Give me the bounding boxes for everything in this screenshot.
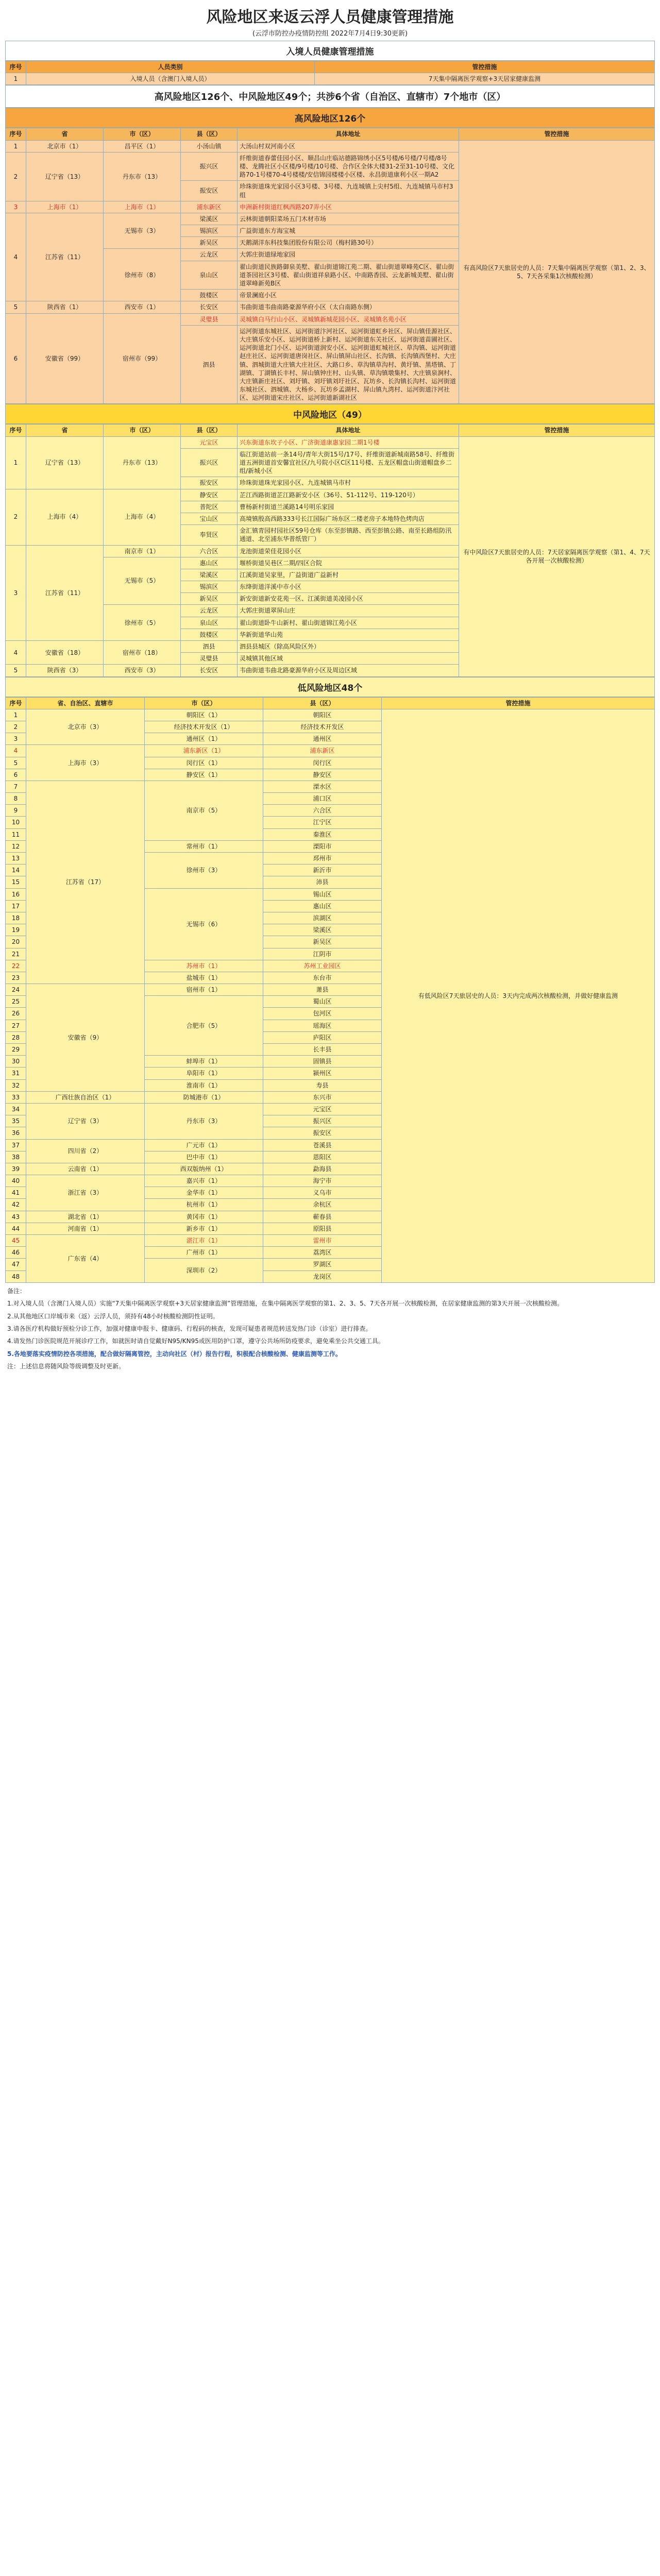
county-cell: 灵璧县 <box>181 313 238 325</box>
county-cell: 云龙区 <box>181 249 238 261</box>
county-cell: 泗县 <box>181 641 238 653</box>
medium-risk-title: 中风险地区（49） <box>5 404 655 424</box>
low-header-measure: 管控措施 <box>382 697 655 709</box>
high-header-county: 县（区） <box>181 128 238 140</box>
address-cell: 东绛街道洋溪中市小区 <box>238 581 459 593</box>
row-number: 14 <box>6 865 26 876</box>
city-cell: 通州区（1） <box>145 733 263 745</box>
row-number: 25 <box>6 996 26 1008</box>
medium-header-measure: 管控措施 <box>459 425 655 436</box>
county-cell: 锡山区 <box>263 888 382 900</box>
county-cell: 朝阳区 <box>263 709 382 721</box>
entry-header-row <box>6 61 655 73</box>
row-number: 4 <box>6 213 26 301</box>
city-cell: 无锡市（3） <box>104 213 181 249</box>
notes-label: 备注： <box>7 1287 26 1295</box>
row-number: 43 <box>6 1211 26 1223</box>
city-cell: 常州市（1） <box>145 840 263 852</box>
row-number: 5 <box>6 757 26 769</box>
city-cell: 合肥市（5） <box>145 996 263 1056</box>
province-cell: 广西壮族自治区（1） <box>26 1091 145 1103</box>
row-number: 10 <box>6 817 26 828</box>
low-risk-title: 低风险地区48个 <box>5 677 655 697</box>
county-cell: 奉贤区 <box>181 525 238 545</box>
city-cell: 新乡市（1） <box>145 1223 263 1234</box>
county-cell: 新吴区 <box>181 237 238 249</box>
row-number: 29 <box>6 1044 26 1056</box>
entry-no: 1 <box>6 73 26 85</box>
notes-list <box>7 1298 653 1371</box>
county-cell: 泉山区 <box>181 617 238 629</box>
address-cell: 灵城镇白马行山小区、灵城镇新城花园小区、灵城镇名苑小区 <box>238 313 459 325</box>
city-cell: 西安市（3） <box>104 665 181 676</box>
county-cell: 云龙区 <box>181 605 238 617</box>
page-subtitle: (云浮市防控办疫情防控组 2022年7月4日9:30更新) <box>252 30 408 38</box>
address-cell: 灵城镇其他区域 <box>238 653 459 665</box>
high-header-no: 序号 <box>6 128 26 140</box>
county-cell: 瑶海区 <box>263 1020 382 1031</box>
high-risk-table <box>5 128 655 404</box>
county-cell: 新吴区 <box>181 593 238 605</box>
low-risk-table <box>5 697 655 1283</box>
address-cell: 泗县县城区（除高风险区外） <box>238 641 459 653</box>
row-number: 28 <box>6 1031 26 1043</box>
city-cell: 淮南市（1） <box>145 1079 263 1091</box>
county-cell: 梁溪区 <box>181 213 238 225</box>
province-cell: 安徽省（99） <box>26 313 104 404</box>
row-number: 23 <box>6 972 26 984</box>
note-item: 5.各地要落实疫情防控各项措施，配合做好隔离管控，主动向社区（村）报告行程，积极配合核酸检测、健康监测等工作。 <box>7 1350 342 1358</box>
row-number: 33 <box>6 1091 26 1103</box>
row-number: 5 <box>6 301 26 313</box>
county-cell: 滨湖区 <box>263 912 382 924</box>
row-number: 3 <box>6 545 26 641</box>
city-cell: 湛江市（1） <box>145 1235 263 1247</box>
address-cell: 云林街道朝阳菜场五门木材市场 <box>238 213 459 225</box>
county-cell: 长安区 <box>181 665 238 676</box>
row-number: 3 <box>6 201 26 213</box>
row-number: 8 <box>6 793 26 805</box>
county-cell: 义乌市 <box>263 1187 382 1199</box>
city-cell: 经济技术开发区（1） <box>145 721 263 733</box>
address-cell: 申洲新村街道红枫西路207弄小区 <box>238 201 459 213</box>
low-header-no: 序号 <box>6 697 26 709</box>
address-cell: 堰桥街道吴巷区二期/四区合院 <box>238 557 459 569</box>
row-number: 30 <box>6 1056 26 1067</box>
province-cell: 辽宁省（3） <box>26 1103 145 1139</box>
row-number: 40 <box>6 1175 26 1187</box>
medium-header-county: 县（区） <box>181 425 238 436</box>
row-number: 6 <box>6 313 26 404</box>
high-header-address: 具体地址 <box>238 128 459 140</box>
county-cell: 锡滨区 <box>181 225 238 237</box>
province-cell: 河南省（1） <box>26 1223 145 1234</box>
row-number: 36 <box>6 1127 26 1139</box>
row-number: 7 <box>6 781 26 792</box>
county-cell: 浦东新区 <box>181 201 238 213</box>
province-cell: 辽宁省（13） <box>26 436 104 489</box>
county-cell: 蜀山区 <box>263 996 382 1008</box>
entry-header-no: 序号 <box>6 61 26 73</box>
city-cell: 盐城市（1） <box>145 972 263 984</box>
province-cell: 北京市（3） <box>26 709 145 745</box>
county-cell: 罗湖区 <box>263 1259 382 1270</box>
county-cell: 苏州工业园区 <box>263 960 382 972</box>
county-cell: 惠山区 <box>181 557 238 569</box>
high-header-province: 省 <box>26 128 104 140</box>
city-cell: 黄冈市（1） <box>145 1211 263 1223</box>
entry-row <box>6 73 655 85</box>
city-cell: 南京市（1） <box>104 545 181 557</box>
address-cell: 新安街道新安花苑一区、江溪街道美凌园小区 <box>238 593 459 605</box>
address-cell: 江溪街道吴家里，广益街道广益新村 <box>238 569 459 581</box>
county-cell: 秦淮区 <box>263 828 382 840</box>
county-cell: 苍溪县 <box>263 1139 382 1151</box>
city-cell: 深圳市（2） <box>145 1259 263 1282</box>
city-cell: 无锡市（5） <box>104 557 181 605</box>
medium-risk-table <box>5 424 655 676</box>
row-number: 22 <box>6 960 26 972</box>
address-cell: 金汇镇青园村园社区59号仓库（东至彭镇路、西至彭镇公路、南至长路组防汛通道、北至浦东华普纸管厂） <box>238 525 459 545</box>
county-cell: 恩阳区 <box>263 1151 382 1163</box>
page <box>5 0 655 1377</box>
province-cell: 安徽省（9） <box>26 984 145 1092</box>
measure-cell: 有中风险区7天旅居史的人员：7天居家隔离医学观察（第1、4、7天各开展一次核酸检测） <box>459 436 655 676</box>
row-number: 39 <box>6 1163 26 1175</box>
county-cell: 东台市 <box>263 972 382 984</box>
address-cell: 纤维街道春蕾佳园小区、顺昌山庄临站德路锦绣小区5号楼/6号楼/7号楼/8号楼、龙腾社区小区楼/9号楼/10号楼、合作区全体大楼31-2至31-10号楼、文化路70-1号楼70-4号楼楼/安信锦园楼楼小区楼、永昌街道康利小区一期A2 <box>238 152 459 181</box>
city-cell: 丹东市（13） <box>104 436 181 489</box>
county-cell: 宝山区 <box>181 513 238 524</box>
county-cell: 庐阳区 <box>263 1031 382 1043</box>
county-cell: 龙岗区 <box>263 1270 382 1282</box>
county-cell: 鼓楼区 <box>181 629 238 640</box>
row-number: 1 <box>6 709 26 721</box>
county-cell: 江阴市 <box>263 948 382 960</box>
province-cell: 上海市（3） <box>26 745 145 781</box>
province-cell: 广东省（4） <box>26 1235 145 1283</box>
city-cell: 嘉兴市（1） <box>145 1175 263 1187</box>
address-cell: 翟山街道民族路御泉美墅、翟山街道锦江苑二期、翟山街道翠峰苑C区、翟山街道茶园社区3号楼、翟山街道祥泉路小区、中南路香园、云龙新城美墅、翟山街道翠峰新苑B区 <box>238 261 459 290</box>
high-header-measure: 管控措施 <box>459 128 655 140</box>
county-cell: 包河区 <box>263 1008 382 1020</box>
county-cell: 惠山区 <box>263 900 382 912</box>
county-cell: 泗县 <box>181 325 238 404</box>
county-cell: 蕲春县 <box>263 1211 382 1223</box>
row-number: 1 <box>6 140 26 152</box>
row-number: 15 <box>6 876 26 888</box>
province-cell: 上海市（1） <box>26 201 104 213</box>
address-cell: 韦曲街道韦曲南路豪源华府小区（太白南路东侧） <box>238 301 459 313</box>
row-number: 19 <box>6 924 26 936</box>
row-number: 32 <box>6 1079 26 1091</box>
address-cell: 韦曲街道韦曲北路豪源华府小区及周边区域 <box>238 665 459 676</box>
province-cell: 陕西省（1） <box>26 301 104 313</box>
province-cell: 云南省（1） <box>26 1163 145 1175</box>
measure-cell: 有高风险区7天旅居史的人员：7天集中隔离医学观察（第1、2、3、5、7天各采集1次核酸检测） <box>459 140 655 404</box>
county-cell: 寿县 <box>263 1079 382 1091</box>
city-cell: 杭州市（1） <box>145 1199 263 1211</box>
county-cell: 振安区 <box>181 181 238 201</box>
row-number: 41 <box>6 1187 26 1199</box>
city-cell: 宿州市（1） <box>145 984 263 996</box>
address-cell: 芷江西路街道芷江路新安小区（36号、51-112号、119-120号） <box>238 489 459 501</box>
county-cell: 固镇县 <box>263 1056 382 1067</box>
city-cell: 闵行区（1） <box>145 757 263 769</box>
row-number: 21 <box>6 948 26 960</box>
county-cell: 振安区 <box>263 1127 382 1139</box>
county-cell: 梁溪区 <box>181 569 238 581</box>
county-cell: 浦口区 <box>263 793 382 805</box>
county-cell: 灵璧县 <box>181 653 238 665</box>
city-cell: 上海市（4） <box>104 489 181 545</box>
county-cell: 原阳县 <box>263 1223 382 1234</box>
county-cell: 荔湾区 <box>263 1247 382 1259</box>
city-cell: 徐州市（8） <box>104 249 181 301</box>
province-cell: 四川省（2） <box>26 1139 145 1163</box>
address-cell: 兴东街道东坎子小区、广济街道康惠家园二期1号楼 <box>238 436 459 448</box>
note-item: 2.从其他地区口岸城市来（返）云浮人员，须持有48小时核酸检测阴性证明。 <box>7 1312 219 1320</box>
city-cell: 西安市（1） <box>104 301 181 313</box>
row-number: 18 <box>6 912 26 924</box>
low-header-county: 县（区） <box>263 697 382 709</box>
high-header-city: 市（区） <box>104 128 181 140</box>
county-cell: 浦东新区 <box>263 745 382 757</box>
city-cell: 金华市（1） <box>145 1187 263 1199</box>
city-cell: 浦东新区（1） <box>145 745 263 757</box>
county-cell: 萧县 <box>263 984 382 996</box>
county-cell: 静安区 <box>181 489 238 501</box>
county-cell: 振兴区 <box>263 1115 382 1127</box>
entry-section-title: 入境人员健康管理措施 <box>5 41 655 61</box>
row-number: 31 <box>6 1067 26 1079</box>
row-number: 13 <box>6 853 26 865</box>
county-cell: 通州区 <box>263 733 382 745</box>
address-cell: 龙池街道荣佳花园小区 <box>238 545 459 557</box>
province-cell: 江苏省（11） <box>26 213 104 301</box>
row-number: 4 <box>6 745 26 757</box>
city-cell: 徐州市（3） <box>145 853 263 889</box>
county-cell: 振兴区 <box>181 448 238 477</box>
county-cell: 振安区 <box>181 477 238 489</box>
row-number: 20 <box>6 936 26 948</box>
county-cell: 六合区 <box>263 805 382 817</box>
county-cell: 溧阳市 <box>263 840 382 852</box>
city-cell: 广元市（1） <box>145 1139 263 1151</box>
measure-cell: 有低风险区7天旅居史的人员：3天内完成两次核酸检测，并做好健康监测 <box>382 709 655 1282</box>
city-cell: 静安区（1） <box>145 769 263 781</box>
county-cell: 小汤山镇 <box>181 140 238 152</box>
city-cell: 上海市（1） <box>104 201 181 213</box>
row-number: 38 <box>6 1151 26 1163</box>
note-item: 4.请发热门诊医院规范开展诊疗工作，如就医时请自觉戴好N95/KN95或医用防护口罩，遵守公共场所防疫要求，避免乘坐公共交通工具。 <box>7 1337 384 1345</box>
address-cell: 帝景澜庭小区 <box>238 290 459 301</box>
entry-category: 入境人员（含澳门入境人员） <box>26 73 315 85</box>
row-number: 44 <box>6 1223 26 1234</box>
city-cell: 朝阳区（1） <box>145 709 263 721</box>
county-cell: 勐海县 <box>263 1163 382 1175</box>
medium-header-no: 序号 <box>6 425 26 436</box>
address-cell: 曹杨新村街道兰溪路14号明乐家园 <box>238 501 459 513</box>
entry-measure: 7天集中隔离医学观察+3天居家健康监测 <box>315 73 655 85</box>
row-number: 12 <box>6 840 26 852</box>
address-cell: 大汤山村双河南小区 <box>238 140 459 152</box>
address-cell: 天鹅湖洋东科技集团股份有限公司（梅村路30号） <box>238 237 459 249</box>
address-cell: 运河街道东城社区、运河街道汴河社区、运河街道虹乡社区、屏山镇佳源社区、大庄镇乐安小区、运河街道桥上新村、运河街道东关社区、运河街道苗圃社区、运河街道北门小区、运河街道润安小区、运河街道虹城社区、草沟镇、运河街道赵庄社区、运河街道唐岗社区、屏山镇屏山社区、长沟镇、长沟镇西堡村、大庄镇、泗城街道大庄镇大庄社区、大路口乡、草沟镇草沟村、黄圩镇、黑塔镇、丁湖镇、丁湖镇长丰村、屏山镇钟庄村、山头镇、草沟镇墩集村、大庄镇泉涧村、大庄镇新庄社区、刘圩镇、刘圩镇刘圩社区、瓦坊乡、长沟镇长沟村、运河街道东城社区、泗城镇、大杨乡、瓦坊乡孟湖村、屏山镇九湾村、运河街道汴河社区、运河街道宋庄社区、运河街道新湖社区 <box>238 325 459 404</box>
county-cell: 雷州市 <box>263 1235 382 1247</box>
address-cell: 高境镇殷高西路333号长江国际广场东区二楼老房子本地特色烤肉店 <box>238 513 459 524</box>
county-cell: 锡滨区 <box>181 581 238 593</box>
county-cell: 海宁市 <box>263 1175 382 1187</box>
row-number: 42 <box>6 1199 26 1211</box>
row-number: 26 <box>6 1008 26 1020</box>
county-cell: 邳州市 <box>263 853 382 865</box>
row-number: 48 <box>6 1270 26 1282</box>
table-row <box>6 436 655 448</box>
medium-header-province: 省 <box>26 425 104 436</box>
county-cell: 静安区 <box>263 769 382 781</box>
row-number: 16 <box>6 888 26 900</box>
row-number: 47 <box>6 1259 26 1270</box>
row-number: 46 <box>6 1247 26 1259</box>
row-number: 4 <box>6 641 26 665</box>
county-cell: 泉山区 <box>181 261 238 290</box>
high-header-row <box>6 128 655 140</box>
address-cell: 广益街道东方海宝城 <box>238 225 459 237</box>
city-cell: 巴中市（1） <box>145 1151 263 1163</box>
medium-risk-body <box>6 436 655 676</box>
province-cell: 浙江省（3） <box>26 1175 145 1211</box>
county-cell: 溧水区 <box>263 781 382 792</box>
low-header-province: 省、自治区、直辖市 <box>26 697 145 709</box>
city-cell: 南京市（5） <box>145 781 263 840</box>
row-number: 2 <box>6 152 26 201</box>
county-cell: 余杭区 <box>263 1199 382 1211</box>
city-cell: 广州市（1） <box>145 1247 263 1259</box>
city-cell: 阜阳市（1） <box>145 1067 263 1079</box>
city-cell: 无锡市（6） <box>145 888 263 960</box>
row-number: 24 <box>6 984 26 996</box>
high-risk-body <box>6 140 655 404</box>
province-cell: 江苏省（17） <box>26 781 145 984</box>
county-cell: 沛县 <box>263 876 382 888</box>
county-cell: 鼓楼区 <box>181 290 238 301</box>
low-risk-body <box>6 709 655 1282</box>
address-cell: 大郭庄街道翠屏山庄 <box>238 605 459 617</box>
low-header-row <box>6 697 655 709</box>
county-cell: 元宝区 <box>263 1103 382 1115</box>
low-header-city: 市（区） <box>145 697 263 709</box>
city-cell: 徐州市（5） <box>104 605 181 641</box>
notes <box>5 1283 655 1377</box>
row-number: 45 <box>6 1235 26 1247</box>
row-number: 34 <box>6 1103 26 1115</box>
city-cell: 苏州市（1） <box>145 960 263 972</box>
address-cell: 华新街道华山苑 <box>238 629 459 640</box>
entry-header-category: 人员类别 <box>26 61 315 73</box>
city-cell: 丹东市（3） <box>145 1103 263 1139</box>
address-cell: 翟山街道卧牛山新村、翟山街道锦江苑小区 <box>238 617 459 629</box>
row-number: 1 <box>6 436 26 489</box>
medium-header-row <box>6 425 655 436</box>
province-cell: 上海市（4） <box>26 489 104 545</box>
high-risk-title: 高风险地区126个 <box>5 108 655 128</box>
address-cell: 大郭庄街道绿地家园 <box>238 249 459 261</box>
county-cell: 新沂市 <box>263 865 382 876</box>
county-cell: 长丰县 <box>263 1044 382 1056</box>
table-row <box>6 140 655 152</box>
row-number: 6 <box>6 769 26 781</box>
medium-header-address: 具体地址 <box>238 425 459 436</box>
county-cell: 普陀区 <box>181 501 238 513</box>
row-number: 17 <box>6 900 26 912</box>
page-title: 风险地区来返云浮人员健康管理措施 <box>206 8 454 26</box>
city-cell: 丹东市（13） <box>104 152 181 201</box>
city-cell: 西双版纳州（1） <box>145 1163 263 1175</box>
row-number: 37 <box>6 1139 26 1151</box>
county-cell: 新吴区 <box>263 936 382 948</box>
row-number: 2 <box>6 489 26 545</box>
row-number: 5 <box>6 665 26 676</box>
city-cell: 宿州市（18） <box>104 641 181 665</box>
county-cell: 颍州区 <box>263 1067 382 1079</box>
row-number: 27 <box>6 1020 26 1031</box>
county-cell: 东兴市 <box>263 1091 382 1103</box>
county-cell: 闵行区 <box>263 757 382 769</box>
address-cell: 珍珠街道珠光家园小区、九连城镇马市村 <box>238 477 459 489</box>
row-number: 2 <box>6 721 26 733</box>
city-cell: 宿州市（99） <box>104 313 181 404</box>
address-cell: 珍珠街道珠光家园小区3号楼、3号楼、九连城镇上尖村5组、九连城镇马市村3组 <box>238 181 459 201</box>
row-number: 9 <box>6 805 26 817</box>
county-cell: 元宝区 <box>181 436 238 448</box>
table-row <box>6 709 655 721</box>
county-cell: 长安区 <box>181 301 238 313</box>
city-cell: 防城港市（1） <box>145 1091 263 1103</box>
row-number: 3 <box>6 733 26 745</box>
province-cell: 湖北省（1） <box>26 1211 145 1223</box>
province-cell: 陕西省（3） <box>26 665 104 676</box>
province-cell: 北京市（1） <box>26 140 104 152</box>
note-item: 注：上述信息将随风险等级调整及时更新。 <box>7 1363 125 1370</box>
county-cell: 经济技术开发区 <box>263 721 382 733</box>
entry-header-measure: 管控措施 <box>315 61 655 73</box>
row-number: 35 <box>6 1115 26 1127</box>
county-cell: 江宁区 <box>263 817 382 828</box>
county-cell: 六合区 <box>181 545 238 557</box>
entry-table <box>5 61 655 85</box>
county-cell: 振兴区 <box>181 152 238 181</box>
province-cell: 安徽省（18） <box>26 641 104 665</box>
county-cell: 梁溪区 <box>263 924 382 936</box>
note-item: 3.请各医疗机构做好预检分诊工作，加强对健康申报卡、健康码、行程码的核查，发现可疑患者规范转送发热门诊（诊室）进行排查。 <box>7 1325 372 1332</box>
province-cell: 辽宁省（13） <box>26 152 104 201</box>
medium-header-city: 市（区） <box>104 425 181 436</box>
row-number: 11 <box>6 828 26 840</box>
province-cell: 江苏省（11） <box>26 545 104 641</box>
note-item: 1.对入境人员（含澳门入境人员）实施“7天集中隔离医学观察+3天居家健康监测”管理措施，在集中隔离医学观察的第1、2、3、5、7天各开展一次核酸检测，在居家健康监测的第3天开展一次核酸检测。 <box>7 1300 564 1308</box>
city-cell: 蚌埠市（1） <box>145 1056 263 1067</box>
address-cell: 临江街道站前一条14号/青年大街15号/17号、纤维街道新城南路58号、纤维街道五洲街道首安馨宜社区/九号院小区C区11号楼、五龙区帽盘山街道帽盘乡二组/新城小区 <box>238 448 459 477</box>
risk-summary: 高风险地区126个、中风险地区49个；共涉6个省（自治区、直辖市）7个地市（区） <box>5 85 655 108</box>
city-cell: 昌平区（1） <box>104 140 181 152</box>
